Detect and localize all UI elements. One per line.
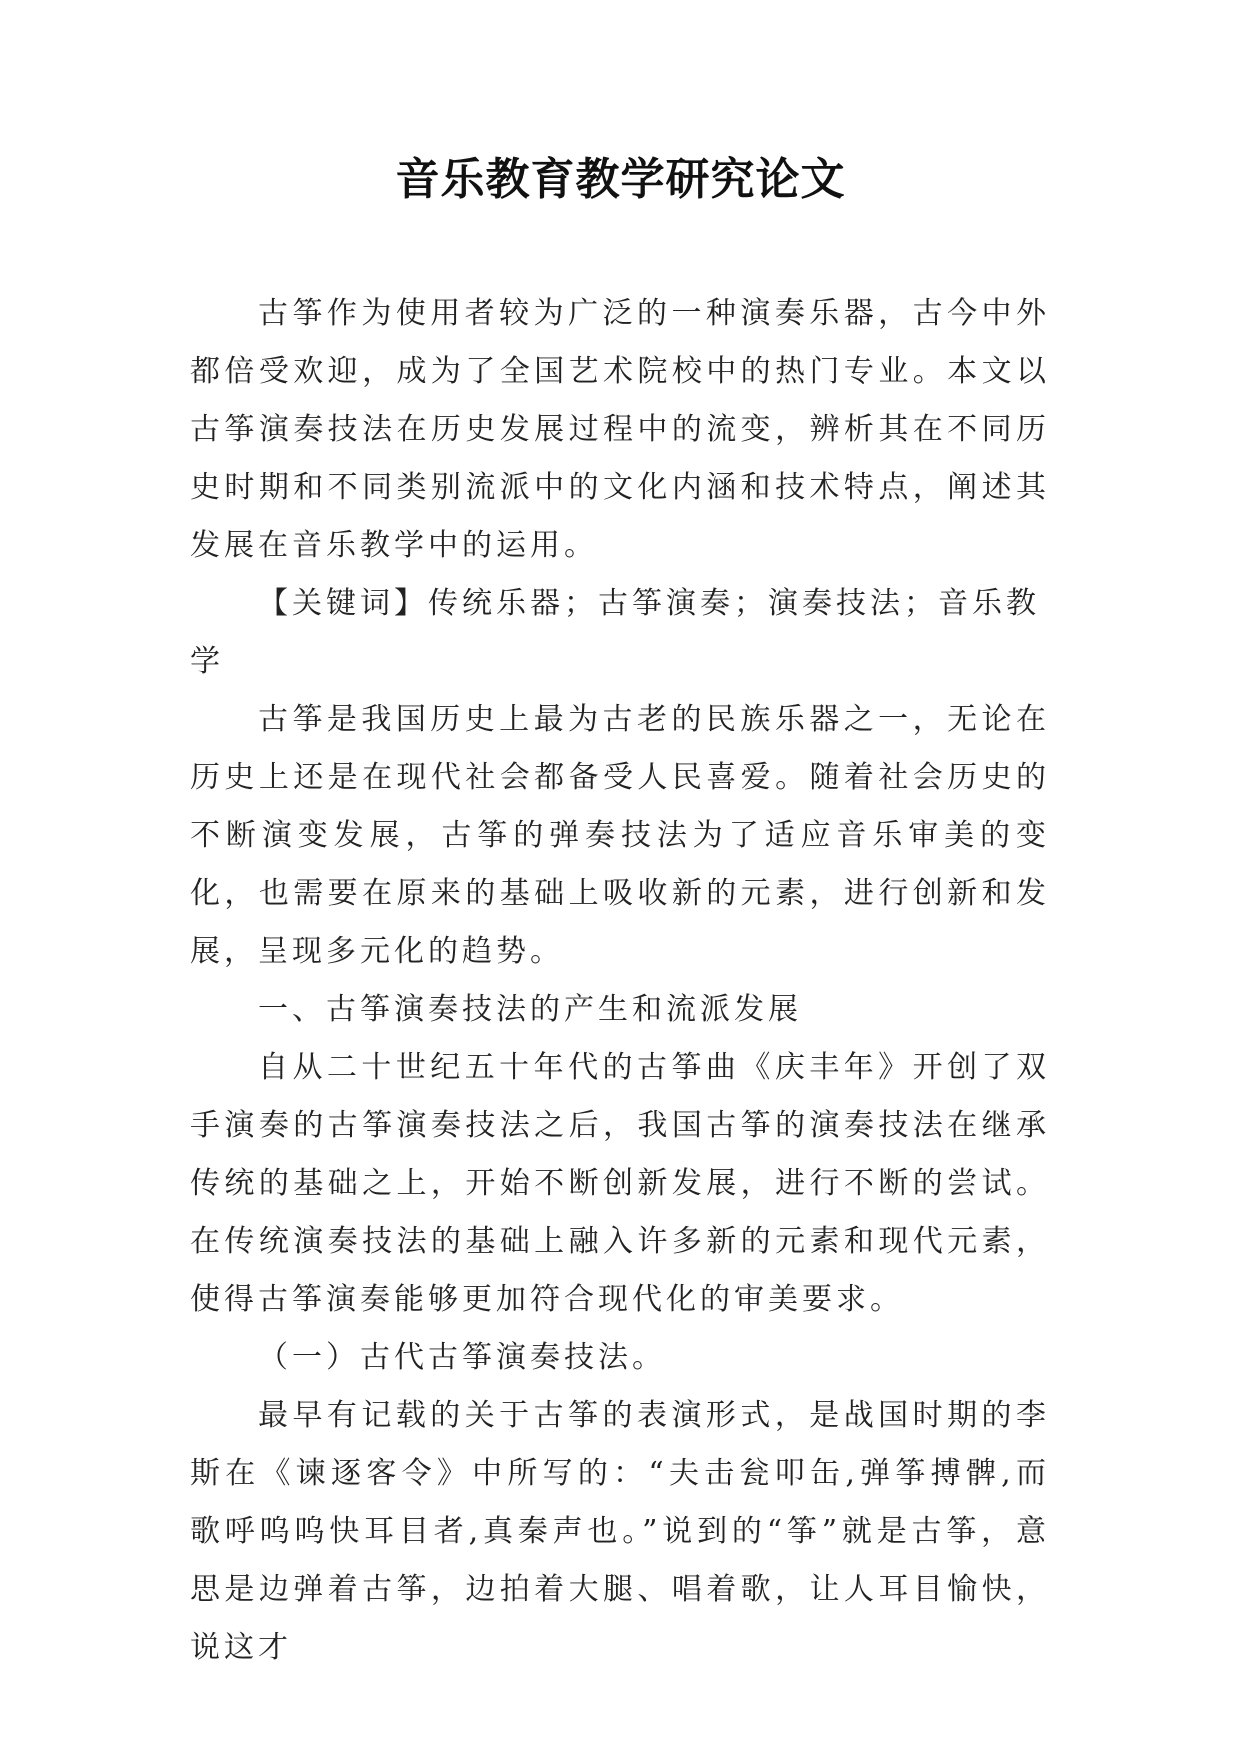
subsection-paragraph: 最早有记载的关于古筝的表演形式，是战国时期的李斯在《谏逐客令》中所写的：“夫击瓮叩缶,弹筝搏髀,而歌呼呜呜快耳目者,真秦声也。”说到的“筝”就是古筝，意思是边弹着古筝，边拍着大腿、唱着歌，让人耳目愉快，说这才 bbox=[190, 1398, 1050, 1665]
document-title: 音乐教育教学研究论文 bbox=[395, 154, 846, 205]
section-heading: 一、古筝演奏技法的产生和流派发展 bbox=[258, 992, 802, 1027]
section-paragraph: 自从二十世纪五十年代的古筝曲《庆丰年》开创了双手演奏的古筝演奏技法之后，我国古筝的演奏技法在继承传统的基础之上，开始不断创新发展，进行不断的尝试。在传统演奏技法的基础上融入许多新的元素和现代元素，使得古筝演奏能够更加符合现代化的审美要求。 bbox=[190, 1050, 1050, 1317]
abstract-paragraph: 古筝作为使用者较为广泛的一种演奏乐器，古今中外都倍受欢迎，成为了全国艺术院校中的热门专业。本文以古筝演奏技法在历史发展过程中的流变，辨析其在不同历史时期和不同类别流派中的文化内涵和技术特点，阐述其发展在音乐教学中的运用。 bbox=[190, 296, 1050, 563]
keywords-line: 【关键词】传统乐器；古筝演奏；演奏技法；音乐教学 bbox=[190, 586, 1040, 679]
intro-paragraph: 古筝是我国历史上最为古老的民族乐器之一，无论在历史上还是在现代社会都备受人民喜爱。随着社会历史的不断演变发展，古筝的弹奏技法为了适应音乐审美的变化，也需要在原来的基础上吸收新的元素，进行创新和发展，呈现多元化的趋势。 bbox=[190, 702, 1050, 969]
subsection-heading: （一）古代古筝演奏技法。 bbox=[258, 1340, 666, 1375]
document-body bbox=[190, 285, 1050, 1677]
